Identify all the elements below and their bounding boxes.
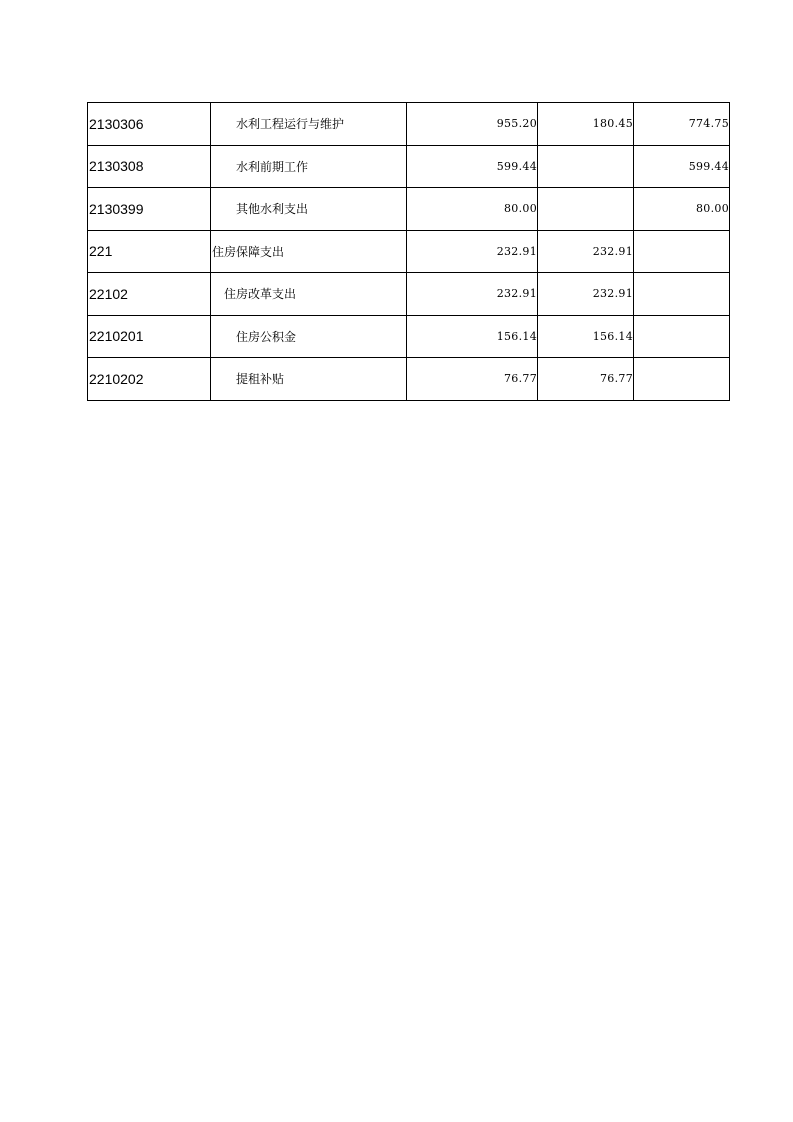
- project-expenditure-cell: 80.00: [634, 188, 730, 231]
- subject-name-cell: 提租补贴: [211, 358, 407, 401]
- basic-expenditure-cell: 156.14: [538, 315, 634, 358]
- table-row: [88, 315, 730, 358]
- basic-expenditure-cell: 76.77: [538, 358, 634, 401]
- basic-expenditure-cell: 232.91: [538, 230, 634, 273]
- subject-code-cell: 22102: [88, 273, 211, 316]
- subject-code-cell: 221: [88, 230, 211, 273]
- subject-name-cell: 水利工程运行与维护: [211, 103, 407, 146]
- total-amount-cell: 76.77: [407, 358, 538, 401]
- budget-table: [87, 102, 730, 401]
- table-row: [88, 230, 730, 273]
- budget-table-body: [88, 103, 730, 401]
- subject-name-cell: 其他水利支出: [211, 188, 407, 231]
- table-row: [88, 103, 730, 146]
- subject-name-cell: 水利前期工作: [211, 145, 407, 188]
- project-expenditure-cell: 599.44: [634, 145, 730, 188]
- total-amount-cell: 599.44: [407, 145, 538, 188]
- project-expenditure-cell: [634, 358, 730, 401]
- subject-code-cell: 2210202: [88, 358, 211, 401]
- subject-code-cell: 2130306: [88, 103, 211, 146]
- subject-code-cell: 2210201: [88, 315, 211, 358]
- project-expenditure-cell: 774.75: [634, 103, 730, 146]
- basic-expenditure-cell: [538, 188, 634, 231]
- table-row: [88, 188, 730, 231]
- total-amount-cell: 955.20: [407, 103, 538, 146]
- subject-code-cell: 2130399: [88, 188, 211, 231]
- basic-expenditure-cell: [538, 145, 634, 188]
- table-row: [88, 273, 730, 316]
- project-expenditure-cell: [634, 230, 730, 273]
- table-row: [88, 358, 730, 401]
- table-row: [88, 145, 730, 188]
- subject-name-cell: 住房保障支出: [211, 230, 407, 273]
- total-amount-cell: 232.91: [407, 273, 538, 316]
- subject-name-cell: 住房公积金: [211, 315, 407, 358]
- project-expenditure-cell: [634, 273, 730, 316]
- total-amount-cell: 232.91: [407, 230, 538, 273]
- total-amount-cell: 80.00: [407, 188, 538, 231]
- basic-expenditure-cell: 232.91: [538, 273, 634, 316]
- basic-expenditure-cell: 180.45: [538, 103, 634, 146]
- project-expenditure-cell: [634, 315, 730, 358]
- subject-code-cell: 2130308: [88, 145, 211, 188]
- subject-name-cell: 住房改革支出: [211, 273, 407, 316]
- total-amount-cell: 156.14: [407, 315, 538, 358]
